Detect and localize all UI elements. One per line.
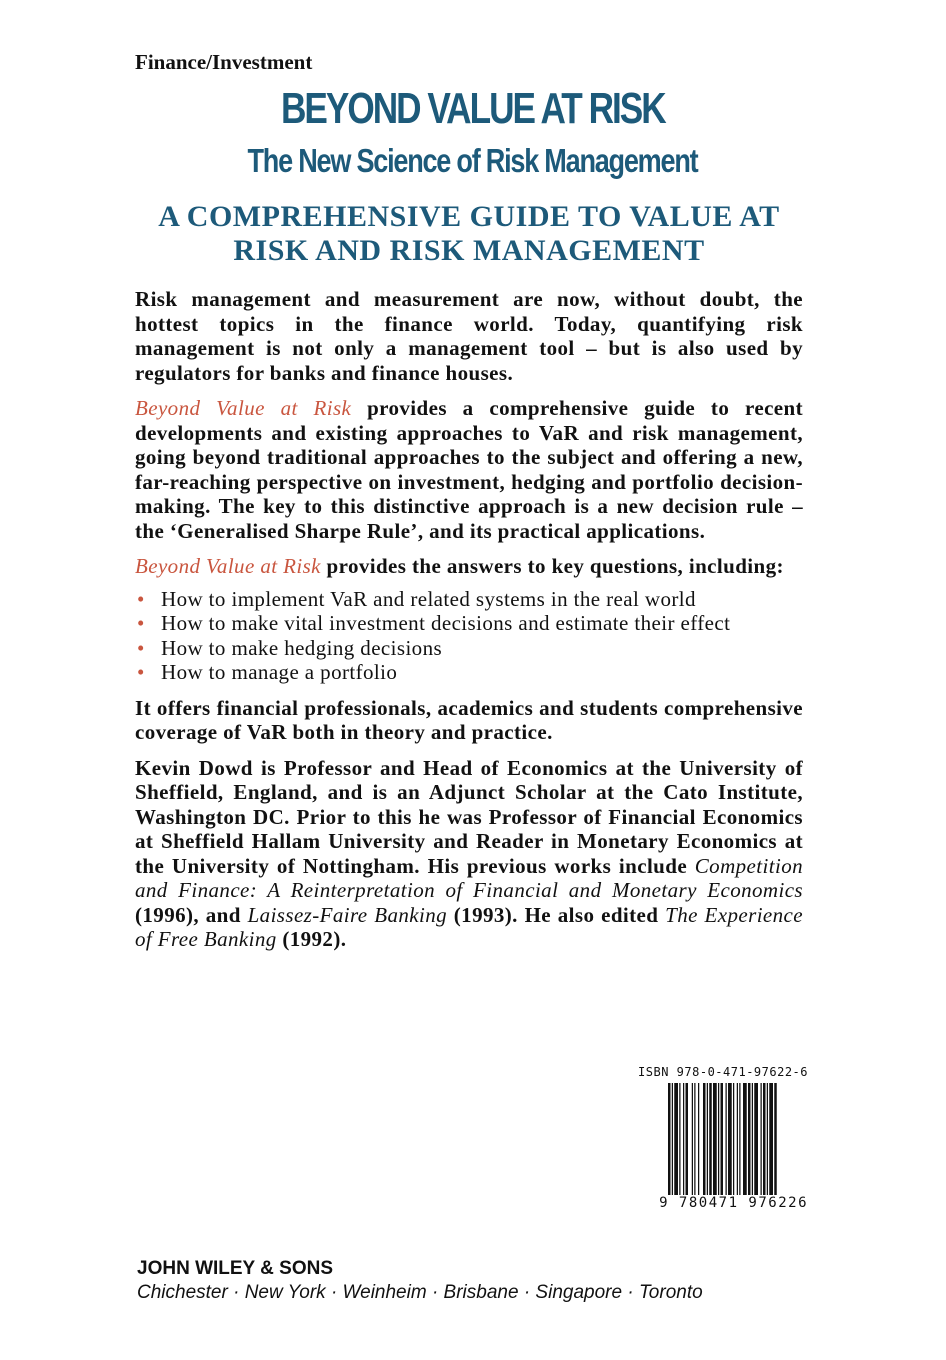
barcode-bar (739, 1083, 740, 1195)
barcode-bar (721, 1083, 724, 1195)
barcode-bar (754, 1083, 758, 1195)
barcode-bar (709, 1083, 712, 1195)
list-item: • How to make hedging decisions (137, 635, 443, 660)
book-title-reference: Beyond Value at Risk (135, 396, 352, 420)
bullet-icon: • (137, 611, 145, 635)
bullet-icon: • (137, 635, 145, 660)
barcode-bar (674, 1083, 678, 1195)
barcode-bar (737, 1083, 738, 1195)
audience-paragraph: It offers financial professionals, academics and students comprehensive coverage of VaR both in theory and practice. (135, 695, 803, 744)
work-title: Competition and Finance: A Reinterpretation of Financial and Monetary Economics (135, 853, 803, 902)
questions-text: provides the answers to key questions, including: (320, 554, 784, 578)
barcode-bar (698, 1083, 699, 1195)
barcode-bar (726, 1083, 727, 1195)
barcode-bar (703, 1083, 706, 1195)
barcode-bar (672, 1083, 673, 1195)
overview-paragraph (135, 396, 803, 543)
barcode-bar (683, 1083, 684, 1195)
barcode-bar (692, 1083, 693, 1195)
barcode-bar (679, 1083, 680, 1195)
barcode-bar (761, 1083, 762, 1195)
isbn-barcode (636, 1065, 808, 1211)
publisher-cities: Chichester · New York · Weinheim · Brisbane · Singapore · Toronto (137, 1282, 703, 1303)
intro-paragraph: Risk management and measurement are now, without doubt, the hottest topics in the finance world. Today, quantifying risk management is not only a management tool – but is also used by regulators for banks and finance houses. (135, 287, 803, 385)
guide-heading: A COMPREHENSIVE GUIDE TO VALUE AT RISK AND RISK MANAGEMENT (158, 200, 780, 267)
barcode-bar (743, 1083, 747, 1195)
author-bio: Kevin Dowd is Professor and Head of Economics at the University of Sheffield, England, and is an Adjunct Scholar at the Cato Institute, Washington DC. Prior to this he was Professor of Financial Economics at Sheffield Hallam University and Reader in Monetary Economics at the University of Nottingham. His previous works include Competition and Finance: A Reinterpretation of Financial and Monetary Economics (1996), and Laissez-Faire Banking (1993). He also edited The Experience of Free Banking (1992). (135, 755, 803, 951)
publisher-name: JOHN WILEY & SONS (137, 1258, 334, 1279)
book-title: BEYOND VALUE AT RISK (280, 84, 665, 133)
description-body (135, 287, 803, 963)
category-label: Finance/Investment (135, 50, 313, 74)
barcode-bar (718, 1083, 719, 1195)
list-item: • How to make vital investment decisions and estimate their effect (137, 611, 731, 635)
key-questions-list (135, 587, 803, 685)
barcode-bar (713, 1083, 717, 1195)
list-item: • How to manage a portfolio (137, 660, 398, 684)
barcode-bar (728, 1083, 732, 1195)
barcode-bar (668, 1083, 671, 1195)
barcode-bar (686, 1083, 689, 1195)
barcode-number: 9 780471 976226 (659, 1195, 808, 1211)
work-title: The Experience of Free Banking (135, 902, 803, 951)
barcode-bar (763, 1083, 766, 1195)
barcode-bar (707, 1083, 708, 1195)
barcode-bar (748, 1083, 751, 1195)
work-title: Laissez-Faire Banking (247, 902, 448, 927)
barcode-bar (752, 1083, 753, 1195)
barcode-bar (733, 1083, 734, 1195)
isbn-text: ISBN 978-0-471-97622-6 (638, 1065, 808, 1079)
book-title-reference: Beyond Value at Risk (135, 554, 321, 578)
barcode-bar (774, 1083, 777, 1195)
barcode-bar (769, 1083, 773, 1195)
book-subtitle: The New Science of Risk Management (247, 142, 698, 179)
bullet-icon: • (137, 660, 145, 684)
barcode-bar (694, 1083, 695, 1195)
barcode-image (668, 1083, 808, 1195)
bullet-icon: • (137, 586, 145, 611)
list-item: • How to implement VaR and related systems in the real world (137, 586, 696, 611)
questions-paragraph (135, 554, 803, 579)
barcode-bar (767, 1083, 768, 1195)
overview-text: provides a comprehensive guide to recent developments and existing approaches to VaR and risk management, going beyond traditional approaches to the subject and offering a new, far-reaching perspective on investment, hedging and portfolio decision-making. The key to this distinctive approach is a new decision rule – the ‘Generalised Sharpe Rule’, and its practical applications. (135, 396, 803, 543)
